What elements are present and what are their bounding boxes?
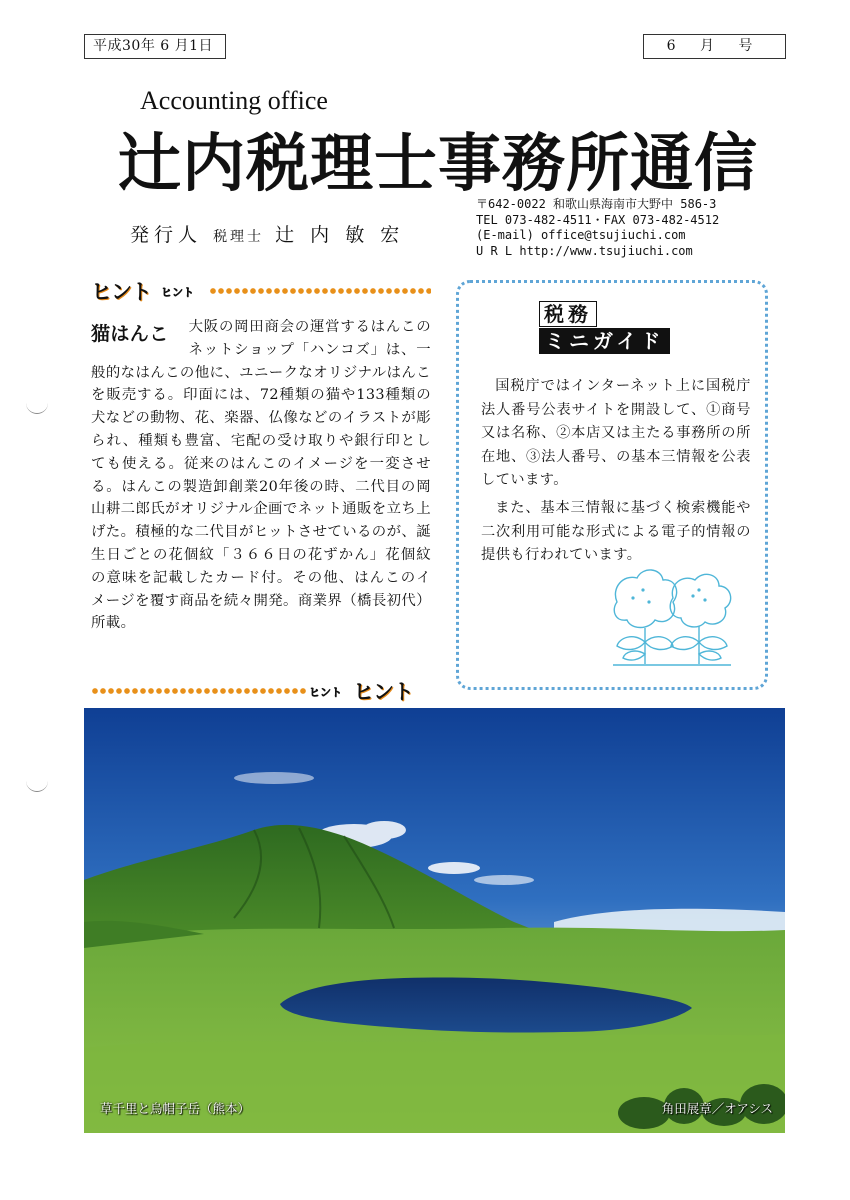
photo-caption-credit: 角田展章／オアシス [661, 1101, 773, 1116]
date-box: 平成30年 6 月1日 [84, 34, 226, 59]
dotted-rule [209, 287, 431, 295]
landscape-photo [84, 708, 785, 1133]
address-line: 〒642-0022 和歌山県海南市大野中 586-3 [476, 197, 717, 211]
hint-article [91, 316, 431, 635]
contact-address [476, 197, 719, 259]
punch-hole-mark [26, 780, 48, 792]
guide-heading-tax: 税務 [539, 301, 597, 327]
email-line: (E-mail) office@tsujiuchi.com [476, 228, 686, 242]
publisher-role: 税理士 [213, 229, 265, 245]
hint-footer-bar [91, 678, 431, 702]
url-line: U R L http://www.tsujiuchi.com [476, 243, 693, 258]
hint-label-big: ヒント [91, 280, 151, 304]
publisher-label: 発行人 [130, 224, 203, 246]
hint-header-bar [91, 278, 431, 302]
punch-hole-mark [26, 402, 48, 414]
photo-caption-location: 草千里と烏帽子岳（熊本） [100, 1101, 251, 1116]
article-title: 猫はんこ [91, 323, 169, 345]
newsletter-title: 辻内税理士事務所通信 [118, 127, 758, 200]
hydrangea-illustration [609, 568, 739, 668]
guide-paragraph: また、基本三情報に基づく検索機能や二次利用可能な形式による電子的情報の提供も行われています。 [481, 499, 751, 564]
hint-label-big: ヒント [353, 680, 413, 704]
guide-text [481, 375, 751, 572]
article-body: 大阪の岡田商会の運営するはんこのネットショップ「ハンコズ」は、一般的なはんこの他に、ユニークなオリジナルはんこを販売する。印面には、72種類の猫や133種類の犬などの動物、花、楽器、仏像などのイラストが彫られ、種類も豊富、宅配の受け取りや銀行印としても使える。従来のはんこのイメージを一変させる。はんこの製造卸創業20年後の時、二代目の岡山耕二郎氏がオリジナル企画でネット通販を立ち上げた。積極的な二代目がヒットさせているのが、誕生日ごとの花個紋「３６６日の花ずかん」花個紋の意味を記載したカード付。その他、はんこのイメージを覆す商品を続々開発。商業界（橋長初代）所載。 [91, 319, 431, 632]
issue-box: 6 月 号 [643, 34, 786, 59]
phone-fax-line: TEL 073-482-4511・FAX 073-482-4512 [476, 212, 720, 227]
dotted-rule [91, 687, 306, 695]
english-title: Accounting office [140, 86, 328, 115]
tax-mini-guide [456, 280, 768, 690]
guide-paragraph: 国税庁ではインターネット上に国税庁法人番号公表サイトを開設して、①商号又は名称、②本店又は主たる事務所の所在地、③法人番号、の基本三情報を公表しています。 [481, 378, 751, 489]
publisher-line [130, 220, 404, 247]
publisher-name: 辻 内 敏 宏 [275, 224, 405, 246]
hint-label-small: ヒント [161, 286, 194, 299]
hint-label-small: ヒント [309, 686, 342, 699]
guide-heading-mini: ミニガイド [539, 328, 670, 354]
